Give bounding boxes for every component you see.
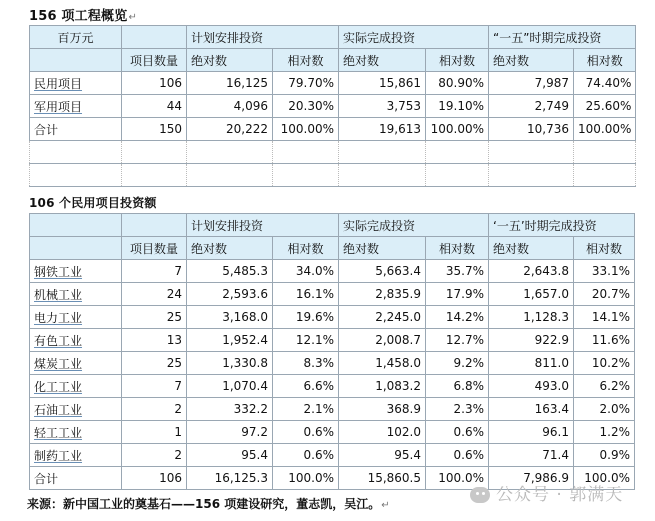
row-label: 机械工业 [30,283,122,306]
table2-sub-header-row [30,237,635,260]
sub-header: 项目数量 [122,49,187,72]
cell: 100.0% [273,467,339,490]
cell: 10,736 [489,118,574,141]
cell: 100.00% [273,118,339,141]
cell: 102.0 [339,421,426,444]
table-row [30,95,636,118]
row-label: 有色工业 [30,329,122,352]
cell: 106 [122,72,187,95]
table-row [30,329,635,352]
row-label: 轻工工业 [30,421,122,444]
cell: 25.60% [574,95,636,118]
cell: 14.2% [426,306,489,329]
cell: 2,008.7 [339,329,426,352]
cell: 7,987 [489,72,574,95]
cell: 19.10% [426,95,489,118]
cell: 2.1% [273,398,339,421]
cell: 2,593.6 [187,283,273,306]
cell: 4,096 [187,95,273,118]
cell: 19,613 [339,118,426,141]
cell: 6.6% [273,375,339,398]
cell: 35.7% [426,260,489,283]
wechat-icon [470,487,490,503]
row-label: 电力工业 [30,306,122,329]
cell: 95.4 [339,444,426,467]
table-row [30,72,636,95]
cell: 2,245.0 [339,306,426,329]
cell: 96.1 [489,421,574,444]
sub-header: 绝对数 [339,237,426,260]
group-header: 实际完成投资 [339,214,489,237]
cell: 16,125.3 [187,467,273,490]
cell: 0.6% [273,444,339,467]
overview-table [29,25,636,187]
cell: 1 [122,421,187,444]
cell: 74.40% [574,72,636,95]
sub-header: 绝对数 [489,49,574,72]
cell: 1,128.3 [489,306,574,329]
cell: 34.0% [273,260,339,283]
sub-header: 项目数量 [122,237,187,260]
table-row [30,283,635,306]
cell: 19.6% [273,306,339,329]
table-row [30,306,635,329]
cell: 25 [122,352,187,375]
unit-cell: 百万元 [30,26,122,49]
cell: 811.0 [489,352,574,375]
cell: 25 [122,306,187,329]
cell: 5,663.4 [339,260,426,283]
cell: 1,458.0 [339,352,426,375]
cell: 13 [122,329,187,352]
sub-header: 绝对数 [187,49,273,72]
cell: 1,070.4 [187,375,273,398]
cell: 106 [122,467,187,490]
cell: 332.2 [187,398,273,421]
cell: 95.4 [187,444,273,467]
empty-row [30,141,636,164]
cell: 150 [122,118,187,141]
cell: 8.3% [273,352,339,375]
sub-header: 绝对数 [489,237,574,260]
group-header: ‘一五’时期完成投资 [489,214,635,237]
cell: 2,835.9 [339,283,426,306]
cell: 100.00% [426,118,489,141]
group-header: “一五”时期完成投资 [489,26,636,49]
sub-header: 相对数 [574,237,635,260]
cell: 9.2% [426,352,489,375]
cell: 14.1% [574,306,635,329]
cell: 1,952.4 [187,329,273,352]
cell: 493.0 [489,375,574,398]
table1-sub-header-row [30,49,636,72]
cell: 1.2% [574,421,635,444]
cell: 16,125 [187,72,273,95]
cell: 100.0% [426,467,489,490]
row-label: 军用项目 [30,95,122,118]
sub-header: 绝对数 [339,49,426,72]
cell: 0.9% [574,444,635,467]
cell: 17.9% [426,283,489,306]
cell: 2 [122,398,187,421]
group-header: 计划安排投资 [187,26,339,49]
cell: 20.7% [574,283,635,306]
cell: 1,083.2 [339,375,426,398]
cell: 0.6% [426,444,489,467]
table2-title: 106 个民用项目投资额 [29,196,157,210]
cell: 922.9 [489,329,574,352]
table1-title: 156 项工程概览↵ [29,9,138,24]
table-row [30,375,635,398]
cell: 80.90% [426,72,489,95]
cell: 3,753 [339,95,426,118]
cell: 368.9 [339,398,426,421]
cell: 2.0% [574,398,635,421]
cell: 1,657.0 [489,283,574,306]
sub-header: 相对数 [426,237,489,260]
cell: 7 [122,260,187,283]
cell: 20,222 [187,118,273,141]
cell: 15,861 [339,72,426,95]
cell: 6.2% [574,375,635,398]
table-row [30,352,635,375]
source-note: 来源：新中国工业的奠基石——156 项建设研究，董志凯，吴江。↵ [27,497,390,511]
cell: 44 [122,95,187,118]
table-row [30,421,635,444]
sub-header: 相对数 [273,237,339,260]
row-label: 制药工业 [30,444,122,467]
table1-group-header-row [30,26,636,49]
cell: 12.7% [426,329,489,352]
cell: 2,643.8 [489,260,574,283]
cell: 2.3% [426,398,489,421]
cell: 79.70% [273,72,339,95]
group-header: 计划安排投资 [187,214,339,237]
row-label: 合计 [30,467,122,490]
cell: 20.30% [273,95,339,118]
cell: 100.0% [574,467,635,490]
sub-header: 相对数 [273,49,339,72]
cell: 1,330.8 [187,352,273,375]
cell: 0.6% [426,421,489,444]
cell: 10.2% [574,352,635,375]
row-label: 煤炭工业 [30,352,122,375]
cell: 12.1% [273,329,339,352]
cell: 163.4 [489,398,574,421]
cell: 24 [122,283,187,306]
table2-group-header-row [30,214,635,237]
row-label: 化工工业 [30,375,122,398]
empty-row [30,164,636,187]
sub-header: 相对数 [426,49,489,72]
row-label: 石油工业 [30,398,122,421]
table-row [30,260,635,283]
cell: 2 [122,444,187,467]
table-row [30,398,635,421]
cell: 2,749 [489,95,574,118]
civil-projects-table [29,213,635,490]
cell: 6.8% [426,375,489,398]
sub-header: 绝对数 [187,237,273,260]
cell: 100.00% [574,118,636,141]
cell: 3,168.0 [187,306,273,329]
cell: 7,986.9 [489,467,574,490]
cell: 7 [122,375,187,398]
table-row-total [30,118,636,141]
cell: 15,860.5 [339,467,426,490]
table-row [30,444,635,467]
sub-header: 相对数 [574,49,636,72]
cell: 16.1% [273,283,339,306]
row-label: 钢铁工业 [30,260,122,283]
table2-body [30,260,635,490]
cell: 33.1% [574,260,635,283]
cell: 0.6% [273,421,339,444]
watermark: 公众号 · 郭满天 [470,480,623,505]
cell: 97.2 [187,421,273,444]
group-header: 实际完成投资 [339,26,489,49]
row-label: 民用项目 [30,72,122,95]
row-label: 合计 [30,118,122,141]
cell: 11.6% [574,329,635,352]
cell: 5,485.3 [187,260,273,283]
cell: 71.4 [489,444,574,467]
